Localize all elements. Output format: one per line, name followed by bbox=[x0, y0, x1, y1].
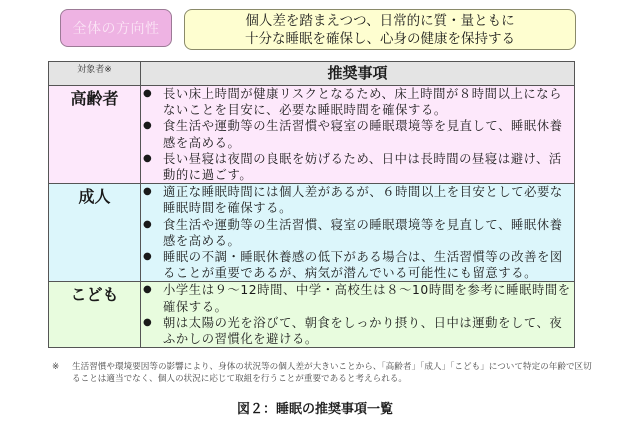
overall-direction-line-1: 個人差を踏まえつつ、日常的に質・量ともに bbox=[245, 12, 515, 29]
overall-direction-label bbox=[60, 9, 172, 47]
header-recommendation: 推奨事項 bbox=[141, 62, 575, 86]
footnote-mark: ※ bbox=[52, 362, 60, 372]
bullet-icon: ● bbox=[143, 218, 153, 230]
header-target: 対象者※ bbox=[49, 62, 141, 86]
list-item: ● 食生活や運動等の生活習慣や寝室の睡眠環境等を見直して、睡眠休養感を高める。 bbox=[143, 119, 563, 150]
overall-direction-box bbox=[184, 9, 576, 50]
list-item: ● 小学生は９～12時間、中学・高校生は８～10時間を参考に睡眠時間を確保する。 bbox=[143, 283, 571, 314]
table-row-adult bbox=[49, 184, 575, 282]
target-elderly: 高齢者 bbox=[49, 86, 141, 184]
target-adult: 成人 bbox=[49, 184, 141, 282]
recommendations-children bbox=[141, 282, 575, 348]
bullet-icon: ● bbox=[143, 316, 153, 328]
list-item: ● 食生活や運動等の生活習慣、寝室の睡眠環境等を見直して、睡眠休養感を高める。 bbox=[143, 217, 563, 248]
table-header-row bbox=[49, 62, 575, 86]
list-item: ● 適正な睡眠時間には個人差があるが、６時間以上を目安として必要な睡眠時間を確保する。 bbox=[143, 185, 563, 216]
list-item: ● 朝は太陽の光を浴びて、朝食をしっかり摂り、日中は運動をして、夜ふかしの習慣化を避ける。 bbox=[143, 315, 563, 347]
footnote-text: 生活習慣や環境要因等の影響により、身体の状況等の個人差が大きいことから、「高齢者」「成人」「こども」について特定の年齢で区切ることは適当でなく、個人の状況に応じて取組を行うことが重要であると考えられる。 bbox=[72, 362, 592, 384]
table-row-children bbox=[49, 282, 575, 348]
list-item: ● 長い昼寝は夜間の良眠を妨げるため、日中は長時間の昼寝は避け、活動的に過ごす。 bbox=[143, 151, 562, 183]
bullet-icon: ● bbox=[143, 251, 153, 263]
overall-direction-label-text: 全体の方向性 bbox=[72, 21, 160, 37]
recommendations-table bbox=[48, 61, 575, 348]
recommendations-adult bbox=[141, 184, 575, 282]
bullet-icon: ● bbox=[143, 88, 153, 99]
bullet-icon: ● bbox=[143, 152, 153, 164]
bullet-icon: ● bbox=[143, 120, 153, 132]
recommendations-elderly bbox=[141, 86, 575, 184]
target-children: こども bbox=[49, 282, 141, 348]
table-row-elderly bbox=[49, 86, 575, 184]
list-item: ● 長い床上時間が健康リスクとなるため、床上時間が８時間以上にならないことを目安に、必要な睡眠時間を確保する。 bbox=[143, 87, 563, 118]
list-item: ● 睡眠の不調・睡眠休養感の低下がある場合は、生活習慣等の改善を図ることが重要であるが、病気が潜んでいる可能性にも留意する。 bbox=[143, 250, 563, 281]
overall-direction-line-2: 十分な睡眠を確保し、心身の健康を保持する bbox=[245, 30, 515, 47]
figure-caption: 図２：睡眠の推奨事項一覧 bbox=[236, 402, 393, 417]
bullet-icon: ● bbox=[143, 284, 153, 296]
footnote bbox=[52, 362, 592, 385]
bullet-icon: ● bbox=[143, 186, 153, 198]
